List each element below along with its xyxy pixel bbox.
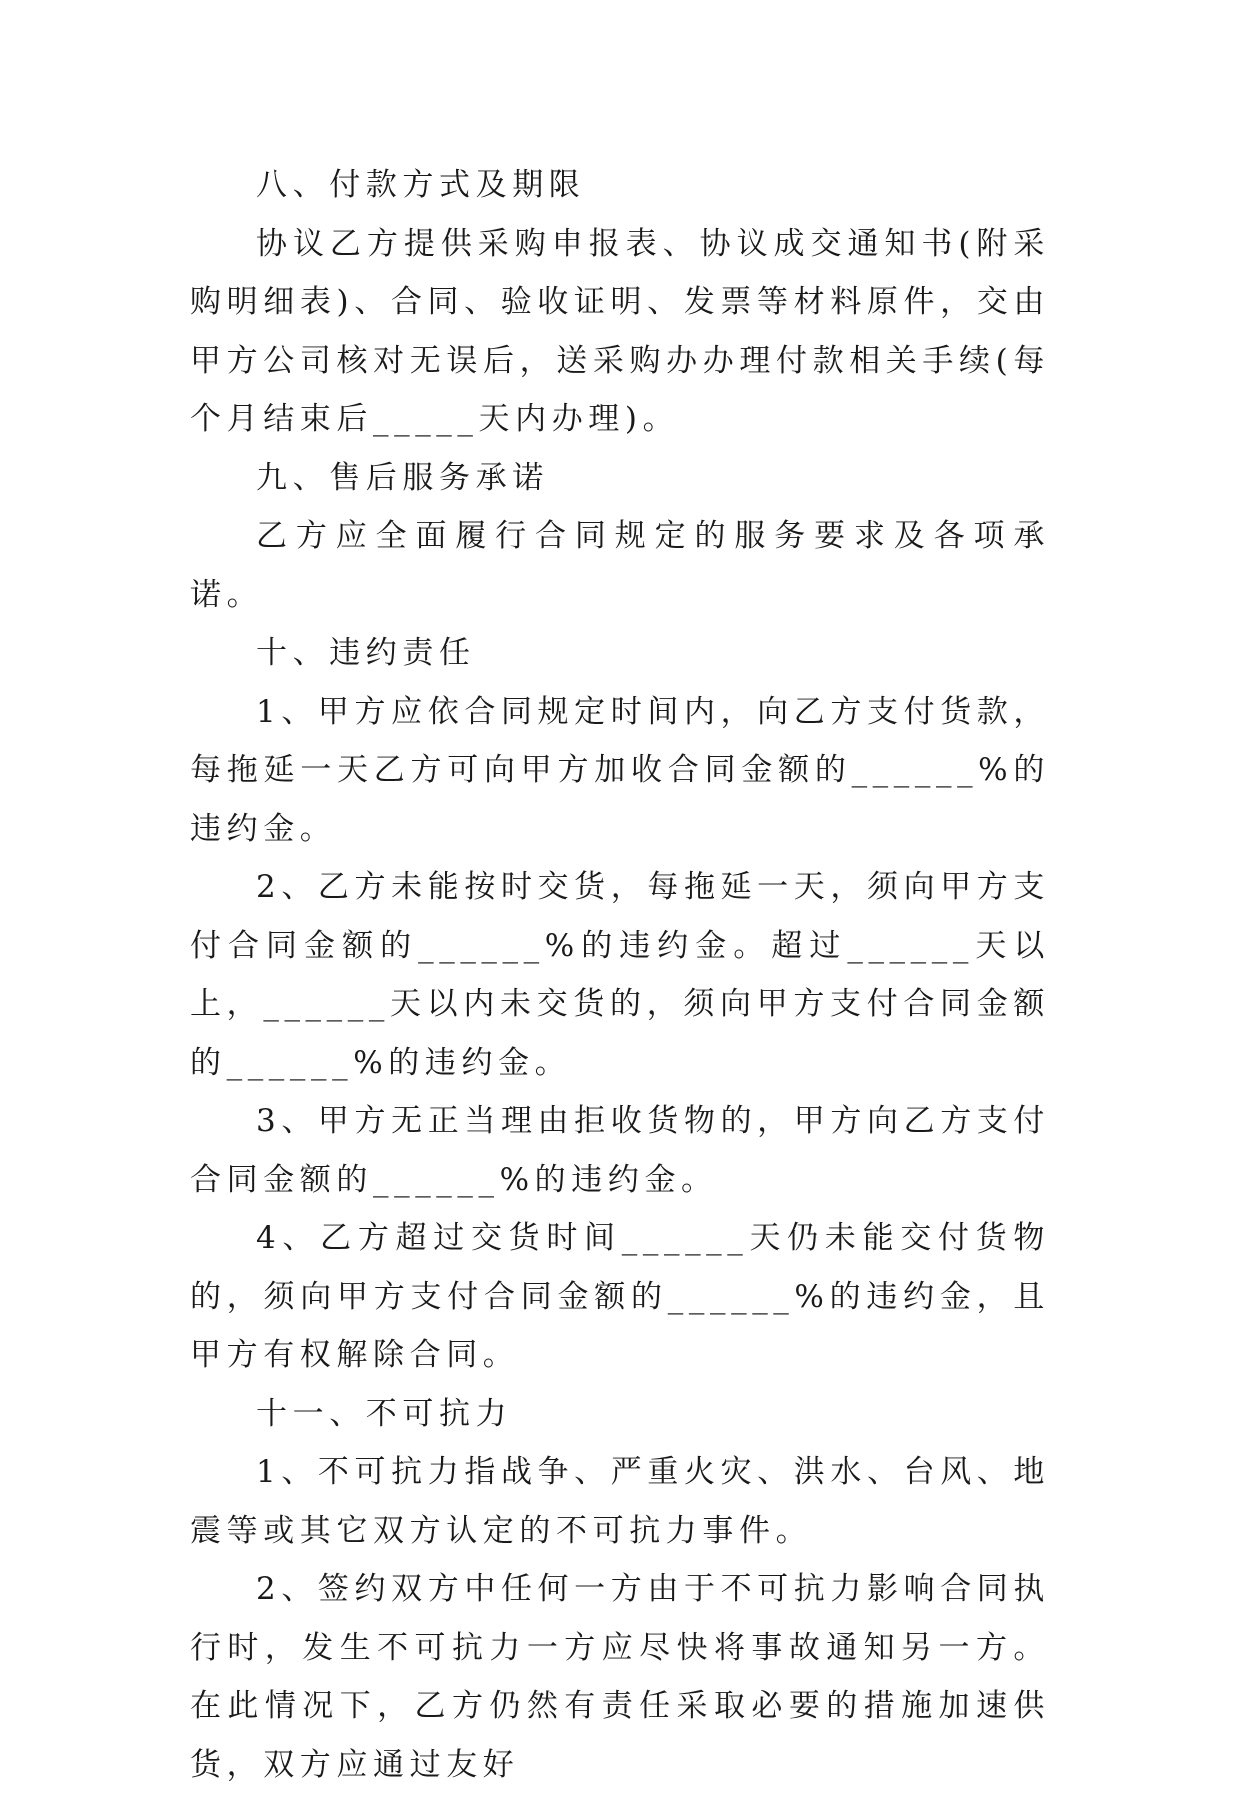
paragraph-payment-terms: 协议乙方提供采购申报表、协议成交通知书(附采购明细表)、合同、验收证明、发票等材料原件，交由甲方公司核对无误后，送采购办办理付款相关手续(每个月结束后_____天内办理)。 bbox=[190, 225, 1050, 437]
document-page bbox=[190, 156, 1050, 1794]
paragraph-force-majeure-2: 2、签约双方中任何一方由于不可抗力影响合同执行时，发生不可抗力一方应尽快将事故通知另一方。在此情况下，乙方仍然有责任采取必要的措施加速供货，双方应通过友好 bbox=[190, 1571, 1050, 1783]
paragraph-force-majeure-1: 1、不可抗力指战争、严重火灾、洪水、台风、地震等或其它双方认定的不可抗力事件。 bbox=[190, 1454, 1050, 1549]
paragraph-liability-2: 2、乙方未能按时交货，每拖延一天，须向甲方支付合同金额的______%的违约金。超过______天以上，______天以内未交货的，须向甲方支付合同金额的______%的违约金。 bbox=[190, 869, 1050, 1081]
paragraph-liability-3: 3、甲方无正当理由拒收货物的，甲方向乙方支付合同金额的______%的违约金。 bbox=[190, 1103, 1050, 1198]
section-heading-payment: 八、付款方式及期限 bbox=[256, 167, 586, 203]
section-heading-force-majeure: 十一、不可抗力 bbox=[256, 1395, 513, 1432]
paragraph-liability-1: 1、甲方应依合同规定时间内，向乙方支付货款，每拖延一天乙方可向甲方加收合同金额的______%的违约金。 bbox=[190, 693, 1050, 847]
section-heading-liability: 十、违约责任 bbox=[256, 635, 476, 671]
paragraph-after-sales: 乙方应全面履行合同规定的服务要求及各项承诺。 bbox=[190, 518, 1050, 613]
paragraph-liability-4: 4、乙方超过交货时间______天仍未能交付货物的，须向甲方支付合同金额的______%的违约金，且甲方有权解除合同。 bbox=[190, 1220, 1050, 1373]
section-heading-after-sales: 九、售后服务承诺 bbox=[256, 459, 549, 496]
